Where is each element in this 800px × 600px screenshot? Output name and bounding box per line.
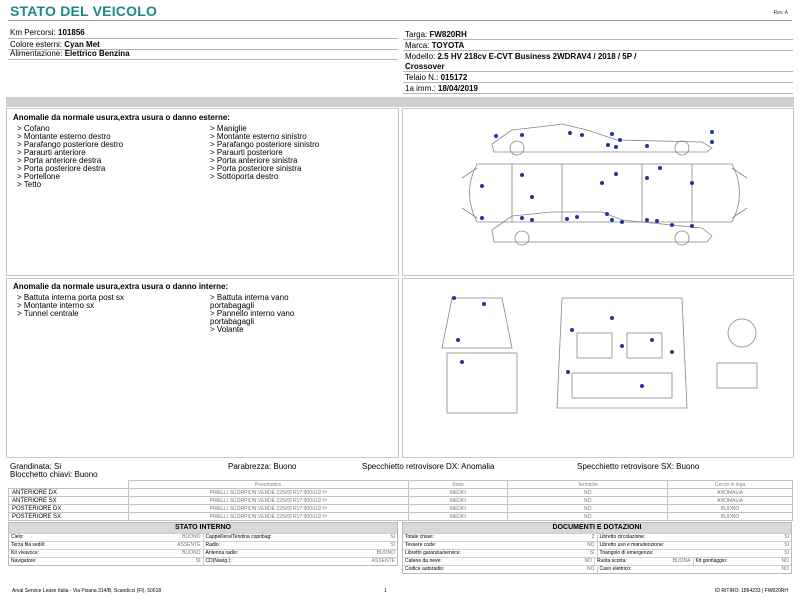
list-item: > Sottoporta destro: [210, 173, 319, 181]
title-divider: [8, 20, 792, 21]
list-item: > Porta anteriore destra: [17, 157, 123, 165]
list-item: > Porta anteriore sinistra: [210, 157, 319, 165]
colore-esterni: Colore esterni: Cyan Met: [10, 40, 100, 49]
modello-cont: Crossover: [405, 62, 445, 71]
exterior-damage-title: Anomalie da normale usura,extra usura o danno esterne:: [13, 113, 230, 122]
damage-markers: [452, 296, 674, 388]
section-band: [6, 97, 794, 107]
col-header-pneumatico: Pneumatico: [128, 481, 408, 489]
alimentazione: Alimentazione: Elettrico Benzina: [10, 49, 130, 58]
col-header-stato: Stato: [408, 481, 508, 489]
list-item: > Montante esterno destro: [17, 133, 123, 141]
col-header-termiche: Termiche: [508, 481, 668, 489]
footer-id-ritiro: ID RITIRO: 1864233 | FW820RH: [715, 588, 788, 594]
list-item: > Tunnel centrale: [17, 310, 124, 318]
list-item: > Porta posteriore sinistra: [210, 165, 319, 173]
specchietto-sx: Specchietto retrovisore SX: Buono: [577, 462, 700, 471]
cabin-plan-view: [557, 298, 687, 408]
list-item: > Volante: [210, 326, 294, 334]
trunk-view: [447, 353, 517, 413]
table-row: Kit vivavoce: BUONO Antenna radio: BUONO: [11, 550, 395, 556]
divider: [403, 71, 793, 72]
divider: [403, 93, 793, 94]
table-row: Catene da neve: NO Ruota scorta: BUONA Kit gonfiaggio: NO: [405, 558, 789, 564]
km-percorsi: Km Percorsi: 101856: [10, 28, 85, 37]
list-item: > Paraurti posteriore: [210, 149, 319, 157]
list-item: > Parafango posteriore sinistro: [210, 141, 319, 149]
blocchetto-chiavi: Blocchetto chiavi: Buono: [10, 470, 98, 479]
car-side-view-top: [492, 124, 712, 152]
divider: [8, 59, 398, 60]
steering-wheel-view: [728, 319, 756, 347]
telaio: Telaio N.: 015172: [405, 73, 468, 82]
list-item: > Paraurti anteriore: [17, 149, 123, 157]
documenti-title: DOCUMENTI E DOTAZIONI: [403, 523, 791, 533]
stato-interno-table: [8, 522, 398, 566]
parabrezza: Parabrezza: Buono: [228, 462, 297, 471]
interior-list-col1: [17, 294, 124, 318]
marca: Marca: TOYOTA: [405, 41, 465, 50]
table-row: POSTERIORE SX PIRELLI SCORPION VERDE 225/65 R17 000/102 H MEDIO NO BUONO: [9, 513, 793, 521]
car-side-view-bottom: [492, 212, 712, 242]
footer-page-number: 1: [384, 588, 387, 594]
documenti-table: [402, 522, 792, 574]
list-item-cont: portabagagli: [210, 317, 255, 326]
page-title: STATO DEL VEICOLO: [10, 3, 158, 19]
table-row: Terza fila sedili: ASSENTE Radio: SI: [11, 542, 395, 548]
list-item: > Tetto: [17, 181, 123, 189]
table-row: ANTERIORE SX PIRELLI SCORPION VERDE 225/65 R17 000/102 H MEDIO NO ANOMALIA: [9, 497, 793, 505]
grandinata: Grandinata: Si: [10, 462, 62, 471]
list-item: > Montante interno sx: [17, 302, 124, 310]
table-row: Cielo: BUONO Cappelliera/Tendina copribag: SI: [11, 534, 395, 540]
divider: [403, 50, 793, 51]
revision-label: Rev. A: [773, 10, 788, 16]
table-row: Navigatore: SI CD(Navig.): ASSENTE: [11, 558, 395, 564]
table-row: Tessere code: NO Libretto uso e manutenzione: SI: [405, 542, 789, 548]
exterior-list-col1: [17, 125, 123, 189]
car-exterior-diagram: [402, 108, 794, 276]
list-item: > Parafango posteriore destro: [17, 141, 123, 149]
list-item: > Battuta interna porta post sx: [17, 294, 124, 302]
exterior-damage-panel: [6, 108, 399, 276]
list-item: > Montante esterno sinistro: [210, 133, 319, 141]
interior-damage-panel: [6, 278, 399, 458]
list-item: > Maniglie: [210, 125, 319, 133]
stato-interno-title: STATO INTERNO: [9, 523, 397, 533]
targa: Targa: FW820RH: [405, 30, 467, 39]
table-row: Libretto garanzia/service: SI Triangolo di emergenza: SI: [405, 550, 789, 556]
car-interior-diagram: [402, 278, 794, 458]
damage-markers: [480, 130, 714, 228]
list-item: > Portellone: [17, 173, 123, 181]
footer-company: Arval Service Lease Italia - Via Pisana 314/B, Scandicci (FI), 50018: [12, 588, 162, 594]
list-item: > Porta posteriore destra: [17, 165, 123, 173]
list-item: > Battuta interna vano: [210, 294, 294, 302]
tyres-table: [8, 480, 793, 521]
col-header-cerchi: Cerchi in lega: [668, 481, 793, 489]
interior-list-col2: [210, 294, 294, 334]
divider: [8, 38, 398, 39]
divider: [403, 82, 793, 83]
prima-immatricolazione: 1a imm.: 18/04/2019: [405, 84, 478, 93]
modello: Modello: 2.5 HV 218cv E-CVT Business 2WDRAV4 / 2018 / 5P /: [405, 52, 637, 61]
specchietto-dx: Specchietto retrovisore DX: Anomalia: [362, 462, 495, 471]
exterior-list-col2: [210, 125, 319, 181]
table-row: Totale chiavi: 2 Libretto circolazione: SI: [405, 534, 789, 540]
list-item: > Pannello interno vano: [210, 310, 294, 318]
list-item-cont: portabagagli: [210, 301, 255, 310]
interior-damage-title: Anomalie da normale usura,extra usura o danno interne:: [13, 282, 229, 291]
table-row: Codice autoradio: NO Cavo elettrico: NO: [405, 566, 789, 572]
table-row: POSTERIORE DX PIRELLI SCORPION VERDE 225/65 R17 000/102 H MEDIO NO BUONO: [9, 505, 793, 513]
divider: [403, 39, 793, 40]
table-row: ANTERIORE DX PIRELLI SCORPION VERDE 225/65 R17 000/102 H MEDIO NO ANOMALIA: [9, 489, 793, 497]
list-item: > Cofano: [17, 125, 123, 133]
rear-door-view: [442, 298, 512, 348]
